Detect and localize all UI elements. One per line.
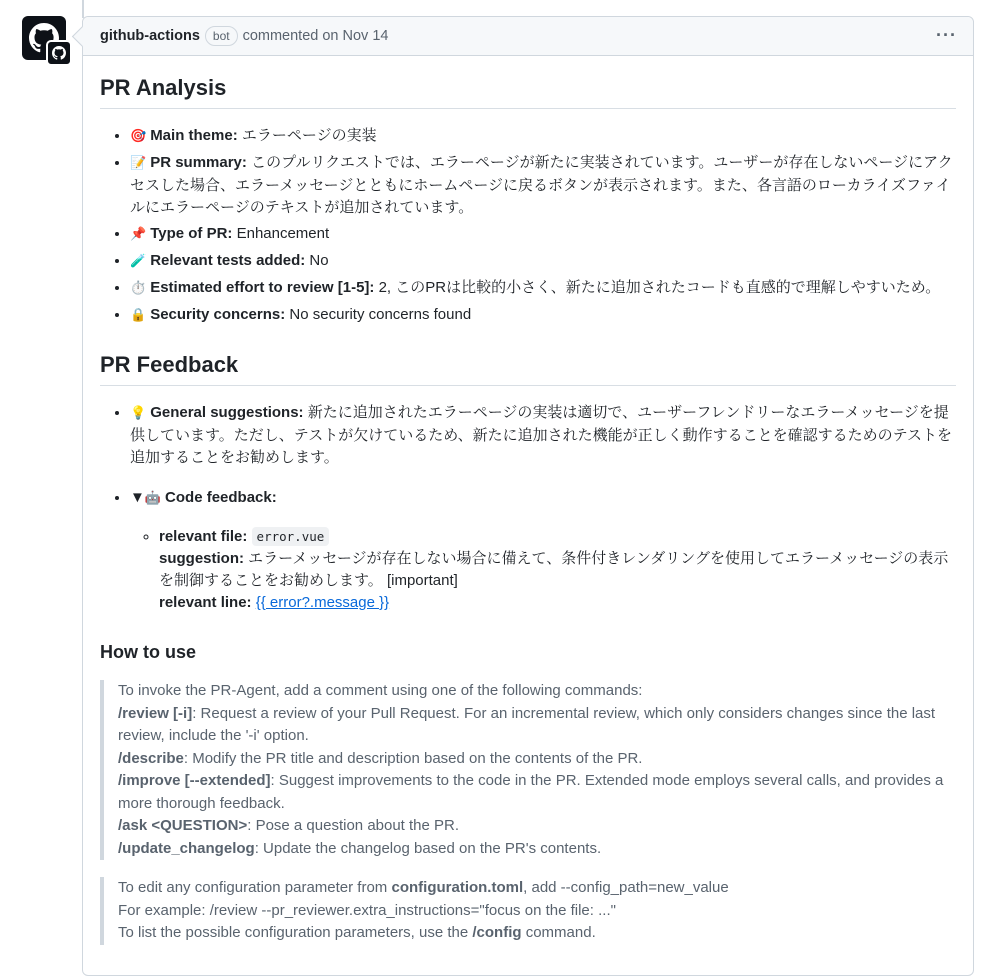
comment-header — [83, 17, 973, 56]
list-item — [130, 277, 956, 300]
how-to-use-heading: How to use — [100, 642, 197, 662]
code-feedback-summary[interactable]: Code feedback: — [165, 489, 277, 506]
stopwatch-icon: ⏱️ — [130, 281, 147, 296]
command-desc: : Suggest improvements to the code in the PR. Extended mode employs several calls, and provides a more thorough feedback. — [118, 772, 944, 812]
config-text: , add --config_path=new_value — [523, 879, 729, 896]
item-value: エラーページの実装 — [241, 127, 377, 144]
intro-text: To invoke the PR-Agent, add a comment using one of the following commands: — [118, 682, 643, 699]
github-mini-logo-icon — [52, 46, 66, 60]
item-label: suggestion: — [159, 550, 244, 567]
item-value: No security concerns found — [289, 306, 472, 323]
disclosure-triangle-icon[interactable]: ▼ — [130, 489, 145, 506]
author-link[interactable]: github-actions — [100, 28, 200, 44]
command-desc: : Modify the PR title and description based on the contents of the PR. — [183, 749, 643, 767]
config-text: To edit any configuration parameter from — [118, 879, 392, 896]
file-name-code: error.vue — [252, 527, 330, 546]
command-name: /review [-i] — [118, 704, 193, 722]
memo-icon: 📝 — [130, 156, 147, 171]
lock-icon: 🔒 — [130, 308, 147, 323]
item-value: 2, このPRは比較的小さく、新たに追加されたコードも直感的で理解しやすいため。 — [378, 279, 941, 296]
list-item — [130, 125, 956, 148]
commands-quote — [100, 680, 956, 860]
list-item — [159, 526, 956, 614]
pr-feedback-list — [100, 402, 956, 614]
item-label: Relevant tests added: — [150, 252, 306, 269]
item-label: relevant file: — [159, 528, 248, 545]
list-item — [130, 250, 956, 273]
config-example: For example: /review --pr_reviewer.extra_instructions="focus on the file: ..." — [118, 901, 616, 919]
pr-analysis-list — [100, 125, 956, 327]
code-feedback-list — [130, 526, 956, 614]
command-desc: : Request a review of your Pull Request. For an incremental review, which only considers changes since the last review, include the '-i' option. — [118, 704, 936, 744]
item-label: PR summary: — [150, 154, 247, 171]
list-item — [130, 402, 956, 469]
config-text: command. — [521, 924, 596, 941]
comment-body — [83, 56, 973, 945]
timeline-line — [82, 0, 84, 18]
list-item — [130, 152, 956, 219]
suggestion-text: エラーメッセージが存在しない場合に備えて、条件付きレンダリングを使用してエラーメッセージの表示を制御することをお勧めします。 [important] — [159, 550, 949, 589]
item-label: Security concerns: — [150, 306, 286, 323]
robot-icon: 🤖 — [144, 491, 162, 506]
item-value: No — [309, 252, 329, 269]
command-name: /describe — [118, 749, 184, 767]
config-file-name: configuration.toml — [391, 879, 524, 896]
command-name: /update_changelog — [118, 839, 255, 857]
code-feedback-details — [130, 487, 956, 614]
item-value: このプルリクエストでは、エラーページが新たに実装されています。ユーザーが存在しないページにアクセスした場合、エラーメッセージとともにホームページに戻るボタンが表示されます。また、各言語のローカライズファイルにエラーページのテキストが追加されています。 — [130, 154, 953, 216]
command-desc: : Pose a question about the PR. — [247, 817, 460, 834]
comment-box — [82, 16, 974, 976]
comment-timestamp[interactable]: commented on Nov 14 — [242, 28, 389, 44]
config-command: /config — [472, 924, 522, 941]
list-item — [130, 304, 956, 327]
pr-analysis-heading: PR Analysis — [100, 56, 956, 109]
pushpin-icon: 📌 — [130, 227, 147, 242]
config-text: To list the possible configuration parameters, use the — [118, 924, 473, 941]
command-name: /ask <QUESTION> — [118, 817, 248, 834]
list-item — [130, 223, 956, 246]
bot-badge: bot — [205, 26, 238, 46]
item-label: relevant line: — [159, 594, 252, 611]
pr-feedback-heading: PR Feedback — [100, 331, 956, 386]
light-bulb-icon: 💡 — [130, 406, 147, 421]
test-tube-icon: 🧪 — [130, 254, 147, 269]
item-label: Estimated effort to review [1-5]: — [150, 279, 375, 296]
item-value: 新たに追加されたエラーページの実装は適切で、ユーザーフレンドリーなエラーメッセージを提供しています。ただし、テストが欠けているため、新たに追加された機能が正しく動作することを確認するためのテストを追加することをお勧めします。 — [130, 404, 953, 466]
item-label: Type of PR: — [150, 225, 233, 242]
item-value: Enhancement — [236, 225, 330, 242]
command-name: /improve [--extended] — [118, 772, 271, 789]
config-quote — [100, 877, 956, 945]
target-icon: 🎯 — [130, 129, 147, 144]
item-label: Main theme: — [150, 127, 238, 144]
relevant-line-link[interactable]: {{ error?.message }} — [255, 594, 390, 611]
command-desc: : Update the changelog based on the PR's contents. — [254, 839, 602, 857]
kebab-menu-icon[interactable]: ··· — [936, 25, 957, 45]
app-badge — [46, 40, 72, 66]
avatar[interactable] — [22, 16, 66, 60]
item-label: General suggestions: — [150, 404, 304, 421]
